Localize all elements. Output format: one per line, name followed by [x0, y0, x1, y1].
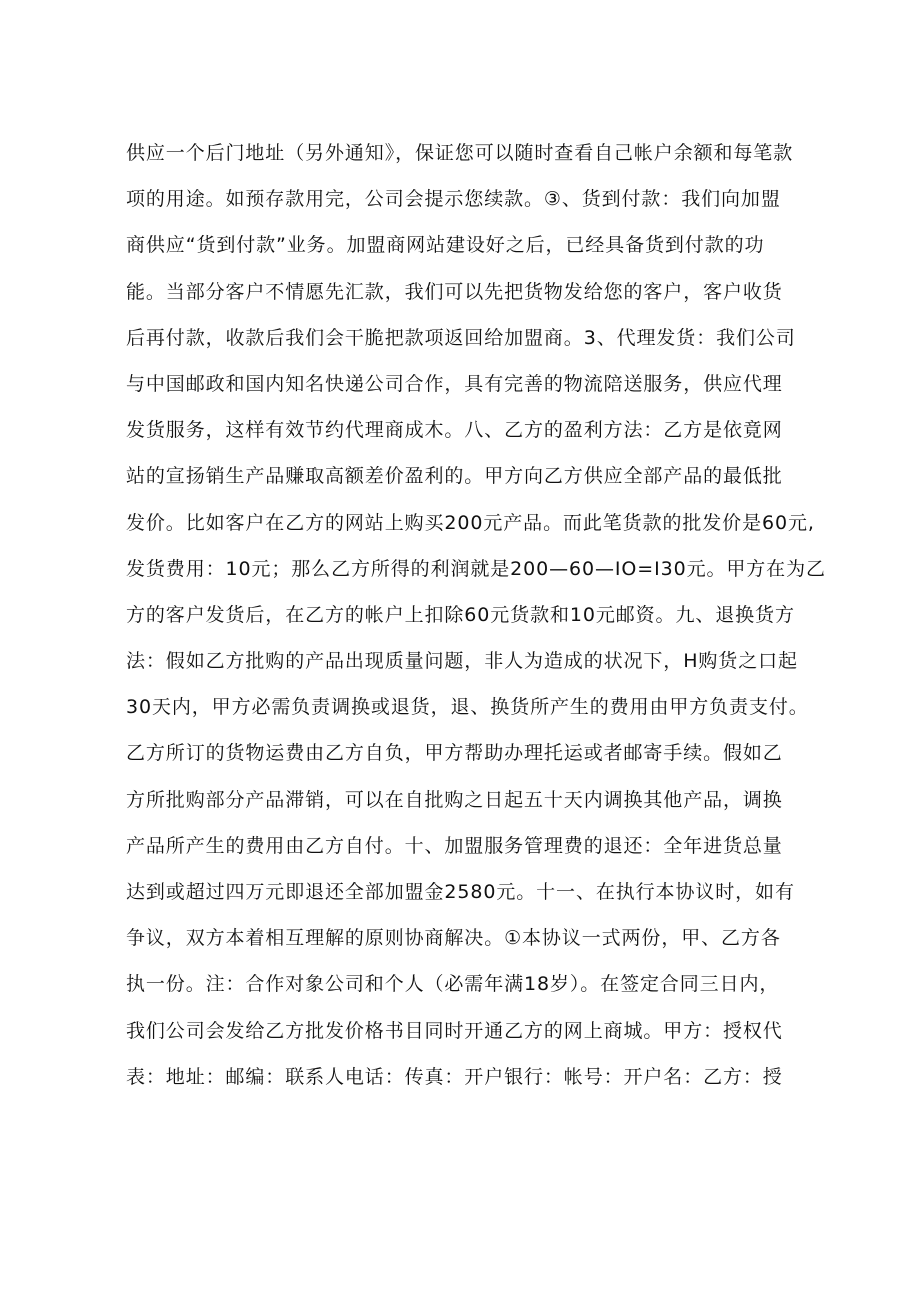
text-line: 项的用途。如预存款用完，公司会提示您续款。③、货到付款：我们向加盟 — [126, 188, 781, 211]
text-line: 商供应“货到付款”业务。加盟商网站建设好之后，已经具备货到付款的功 — [126, 234, 765, 257]
text-line: 方的客户发货后，在乙方的帐户上扣除60元货款和10元邮资。九、退换货方 — [126, 603, 795, 626]
text-line: 法：假如乙方批购的产品出现质量问题，非人为造成的状况下，H购货之口起 — [126, 650, 798, 673]
text-line: 发货服务，这样有效节约代理商成木。八、乙方的盈利方法：乙方是依竟网 — [126, 419, 783, 442]
text-line: 30天内，甲方必需负责调换或退货，退、换货所产生的费用由甲方负责支付。 — [126, 696, 809, 719]
text-line: 达到或超过四万元即退还全部加盟金2580元。十一、在执行本协议时，如有 — [126, 881, 795, 903]
text-line: 发价。比如客户在乙方的网站上购买200元产品。而此笔货款的批发价是60元, — [126, 511, 815, 534]
text-line: 发货费用：10元；那么乙方所得的利润就是200—60—IO=I30元。甲方在为乙 — [126, 557, 826, 580]
text-line: 产品所产生的费用由乙方自付。十、加盟服务管理费的退还：全年进货总量 — [126, 834, 783, 857]
text-line: 方所批购部分产品滞销，可以在自批购之日起五十天内调换其他产品，调换 — [126, 788, 783, 811]
text-line: 与中国邮政和国内知名快递公司合作，具有完善的物流陪送服务，供应代理 — [126, 372, 783, 395]
text-line: 执一份。注：合作对象公司和个人（必需年满18岁）。在签定合同三日内， — [126, 973, 780, 996]
text-line: 站的宣扬销生产品赚取高额差价盈利的。甲方向乙方供应全部产品的最低批 — [126, 465, 783, 488]
body-text — [126, 130, 826, 1100]
text-line: 我们公司会发给乙方批发价格书目同时开通乙方的网上商城。甲方：授权代 — [126, 1019, 783, 1042]
text-line: 乙方所订的货物运费由乙方自负，甲方帮助办理托运或者邮寄手续。假如乙 — [126, 742, 783, 765]
text-line: 争议，双方本着相互理解的原则协商解决。①本协议一式两份，甲、乙方各 — [126, 927, 781, 950]
text-line: 表：地址：邮编：联系人电话：传真：开户银行：帐号：开户名：乙方：授 — [126, 1065, 783, 1088]
text-line: 后再付款，收款后我们会干脆把款项返回给加盟商。3、代理发货：我们公司 — [126, 326, 796, 349]
text-line: 能。当部分客户不情愿先汇款，我们可以先把货物发给您的客户，客户收货 — [126, 280, 783, 303]
text-line: 供应一个后门地址（另外通知》，保证您可以随时查看自己帐户余额和每笔款 — [126, 142, 794, 164]
